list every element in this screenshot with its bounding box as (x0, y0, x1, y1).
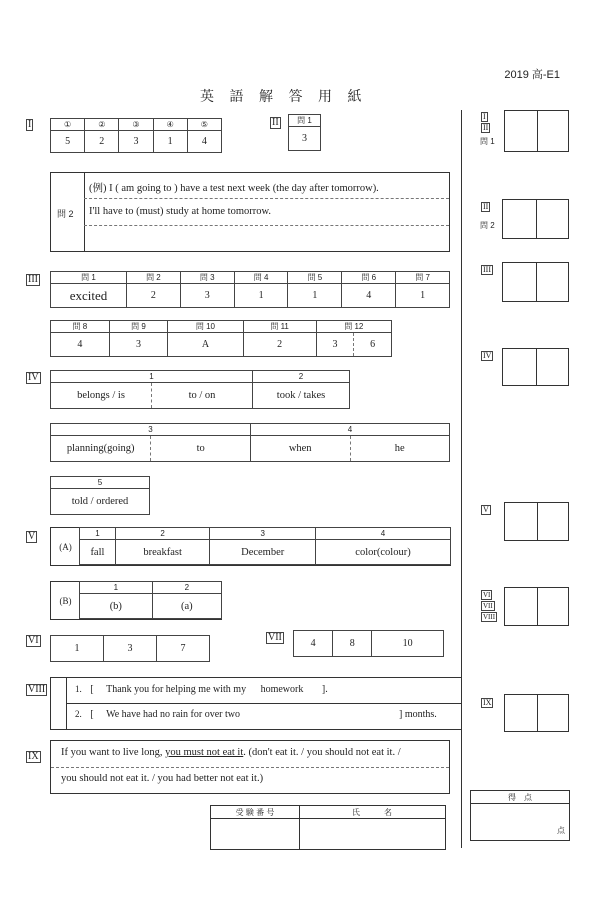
section-label-6: VI (28, 635, 39, 646)
sec9-line1-post: . (don't eat it. / you should not eat it. / (243, 747, 401, 758)
section-label-2: II (272, 117, 279, 128)
sec6-answer[interactable]: 3 (104, 636, 157, 662)
section-label-3: III (28, 274, 38, 285)
sec3-header: 問 10 (168, 321, 243, 333)
exam-number-field[interactable] (211, 819, 299, 849)
sec1-answer[interactable]: 4 (187, 131, 221, 153)
q2-box (50, 172, 450, 252)
q2-label: 問 2 (57, 209, 74, 219)
sec2-q1-answer[interactable]: 3 (289, 127, 321, 151)
section-4-q12 (50, 370, 350, 409)
exam-info-box (210, 805, 446, 850)
side-label-1: I (483, 112, 486, 121)
sec1-answer[interactable]: 2 (85, 131, 119, 153)
sec5-a-answer[interactable]: color(colour) (316, 540, 451, 565)
sec3-answer[interactable]: 6 (354, 333, 392, 357)
row2-close-bracket: ] months. (399, 709, 437, 720)
section-3-row1 (50, 271, 450, 308)
side-label-6: V (483, 505, 489, 514)
sec9-line1-pre: If you want to live long, (61, 747, 166, 758)
sec1-answer[interactable]: 1 (153, 131, 187, 153)
row1-open-bracket: [ (90, 684, 94, 695)
sec5-a-header: 3 (210, 528, 316, 540)
section-label-9: IX (28, 751, 39, 762)
score-cell-5[interactable] (504, 502, 569, 541)
sec9-line2: you should not eat it. / you had better not eat it.) (61, 773, 264, 784)
sec3-answer[interactable]: 3 (180, 284, 234, 308)
row2-text: We have had no rain for over two (106, 709, 240, 720)
side-label-7: VI (483, 591, 491, 599)
exam-code: 2019 高-E1 (504, 69, 560, 81)
section-6-table (50, 635, 210, 662)
sec4-header: 5 (51, 477, 150, 489)
sec3-header: 問 3 (180, 272, 234, 284)
sec5-b-header: 2 (152, 582, 221, 594)
section-9-box (50, 740, 450, 794)
row2-open-bracket: [ (90, 709, 94, 720)
sec3-answer[interactable]: 1 (288, 284, 342, 308)
sec4-header: 4 (250, 424, 449, 436)
sec3-answer[interactable]: excited (51, 284, 127, 308)
row1-close-bracket: ]. (321, 684, 328, 695)
side-label-q2: 問 2 (480, 221, 495, 230)
row1-text: Thank you for helping me with my (106, 684, 247, 695)
section-3-row2 (50, 320, 392, 357)
sec3-answer[interactable]: 3 (109, 333, 168, 357)
sec3-answer[interactable]: 2 (127, 284, 181, 308)
sec3-header: 問 9 (109, 321, 168, 333)
sec1-header: ④ (153, 119, 187, 131)
side-label-10: IX (483, 698, 492, 707)
sec4-answer[interactable]: told / ordered (51, 489, 150, 515)
side-label-4: III (483, 265, 491, 274)
section-label-5: V (28, 531, 36, 542)
sec4-answer[interactable]: to / on (152, 383, 253, 409)
section-label-7: VII (268, 632, 282, 643)
section-7-table (293, 630, 444, 657)
score-cell-6[interactable] (504, 587, 569, 626)
section-5a-table (79, 527, 451, 565)
q2-line-1[interactable]: (例) I ( am going to ) have a test next week (the day after tomorrow). (89, 183, 379, 194)
section-8-box (50, 677, 462, 730)
row2-number: 2. (75, 709, 82, 719)
sec3-answer[interactable]: 4 (342, 284, 396, 308)
score-cell-7[interactable] (504, 694, 569, 732)
section-label-8: VIII (28, 684, 46, 695)
sec1-answer[interactable]: 3 (119, 131, 153, 153)
q2-line-2[interactable]: I'll have to (must) study at home tomorrow. (89, 206, 272, 217)
sec4-answer[interactable]: planning(going) (51, 436, 151, 462)
section-5b-table (79, 581, 222, 619)
sec3-answer[interactable]: 4 (51, 333, 110, 357)
sec5-b-answer[interactable]: (b) (80, 594, 153, 619)
sec3-header: 問 4 (234, 272, 288, 284)
sec5-a-answer[interactable]: December (210, 540, 316, 565)
sec7-answer[interactable]: 4 (294, 631, 333, 657)
sec3-header: 問 7 (396, 272, 450, 284)
sec4-answer[interactable]: he (350, 436, 449, 462)
sec4-answer[interactable]: when (250, 436, 350, 462)
row1-answer[interactable]: homework (260, 684, 304, 695)
sec3-header: 問 6 (342, 272, 396, 284)
score-cell-1[interactable] (504, 110, 569, 152)
sec5-b-answer[interactable]: (a) (152, 594, 221, 619)
exam-number-label: 受 験 番 号 (235, 807, 275, 817)
sec9-underlined-answer[interactable]: you must not eat it (165, 747, 244, 758)
section-1-table (50, 118, 222, 153)
sec6-answer[interactable]: 7 (157, 636, 210, 662)
sec1-header: ③ (119, 119, 153, 131)
sec4-header: 2 (253, 371, 350, 383)
score-cell-3[interactable] (502, 262, 569, 302)
sec4-header: 1 (51, 371, 253, 383)
name-label: 氏 名 (352, 807, 392, 817)
sec1-answer[interactable]: 5 (51, 131, 85, 153)
sec3-answer[interactable]: A (168, 333, 243, 357)
page-title: 英 語 解 答 用 紙 (200, 90, 368, 105)
score-cell-4[interactable] (502, 348, 569, 386)
sec3-answer[interactable]: 2 (243, 333, 316, 357)
section-2-q1-table (288, 114, 321, 151)
score-unit: 点 (557, 826, 565, 835)
sec2-q1-header: 問 1 (289, 115, 321, 127)
sec5-a-answer[interactable]: fall (80, 540, 116, 565)
score-label: 得 点 (508, 792, 532, 802)
sec1-header: ① (51, 119, 85, 131)
sec3-answer[interactable]: 1 (234, 284, 288, 308)
sec5-a-header: 4 (316, 528, 451, 540)
sec4-header: 3 (51, 424, 251, 436)
sec3-answer[interactable]: 1 (396, 284, 450, 308)
sec5-a-header: 2 (115, 528, 209, 540)
sec4-answer[interactable]: belongs / is (51, 383, 152, 409)
side-label-q1: 問 1 (480, 137, 495, 146)
sec5-a-answer[interactable]: breakfast (115, 540, 209, 565)
sec3-header: 問 11 (243, 321, 316, 333)
sec4-answer[interactable]: to (151, 436, 250, 462)
side-label-9: VIII (483, 613, 496, 621)
row1-number: 1. (75, 684, 82, 694)
side-label-8: VII (483, 602, 493, 610)
side-label-5: IV (483, 351, 492, 360)
sec5-a-label: (A) (59, 541, 72, 552)
section-label-4: IV (28, 372, 39, 383)
sec7-answer[interactable]: 8 (333, 631, 372, 657)
section-label-1: I (28, 119, 32, 130)
name-field[interactable] (300, 819, 445, 849)
sec5-a-header: 1 (80, 528, 116, 540)
sec3-answer[interactable]: 3 (316, 333, 354, 357)
sec7-answer[interactable]: 10 (372, 631, 444, 657)
sec3-header: 問 12 (316, 321, 391, 333)
sec3-header: 問 1 (51, 272, 127, 284)
score-cell-2[interactable] (502, 199, 569, 239)
side-label-2: II (483, 123, 489, 132)
sec5-b-label: (B) (59, 595, 72, 606)
sec6-answer[interactable]: 1 (51, 636, 104, 662)
sec3-header: 問 2 (127, 272, 181, 284)
side-label-3: II (483, 202, 489, 211)
score-box (470, 790, 570, 841)
sec4-answer[interactable]: took / takes (253, 383, 350, 409)
sec1-header: ② (85, 119, 119, 131)
sec5-b-header: 1 (80, 582, 153, 594)
section-4-q34 (50, 423, 450, 462)
sec3-header: 問 5 (288, 272, 342, 284)
section-4-q5 (50, 476, 150, 515)
sec3-header: 問 8 (51, 321, 110, 333)
sec1-header: ⑤ (187, 119, 221, 131)
